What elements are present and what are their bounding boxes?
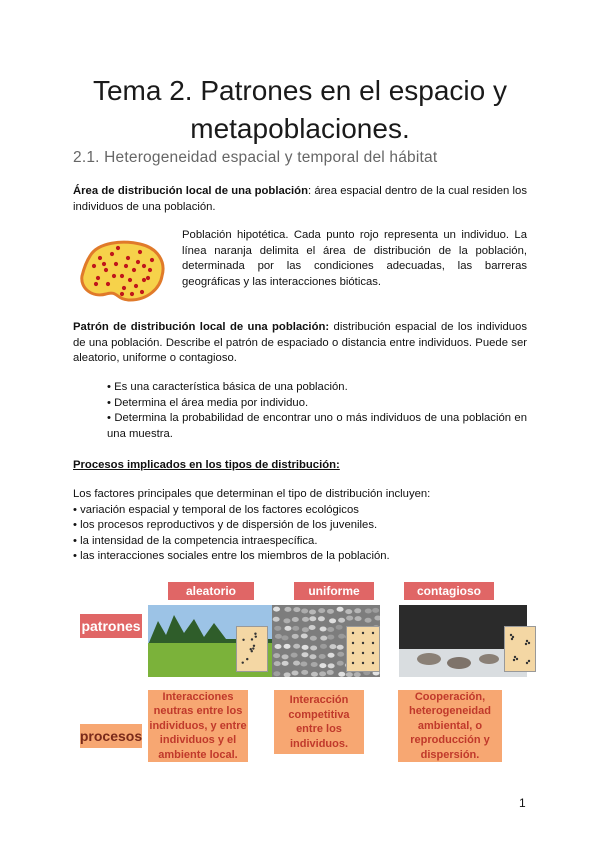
individual-dot — [136, 260, 140, 264]
pattern-dot — [511, 638, 513, 640]
pebble — [319, 663, 326, 668]
pebble — [283, 618, 290, 623]
pebble — [329, 618, 336, 623]
figure-caption: Población hipotética. Cada punto rojo representa un individuo. La línea naranja delimita el área de distribución de la población, determinada por las condiciones adecuadas, las barreras geográficas y las interacciones bióticas. — [182, 229, 527, 288]
pebble — [311, 662, 318, 667]
individual-dot — [142, 278, 146, 282]
pebble — [274, 626, 281, 631]
pattern-dot — [352, 652, 354, 654]
bullet-item: • Determina la probabilidad de encontrar uno o más individuos de una población en una muestra. — [107, 412, 527, 440]
pebble — [293, 607, 300, 612]
bullet-item: • Determina el área media por individuo. — [107, 396, 309, 409]
pebble — [291, 653, 298, 658]
pebble — [292, 671, 299, 676]
pebble — [327, 635, 334, 640]
pebble — [282, 635, 289, 640]
pattern-dot — [362, 652, 364, 654]
pebble — [282, 661, 289, 666]
factor-item: • variación espacial y temporal de los factores ecológicos — [73, 503, 359, 516]
pebble — [346, 616, 353, 621]
pebble — [338, 672, 345, 677]
individual-dot — [126, 256, 130, 260]
pebble — [365, 608, 372, 613]
pattern-aleatorio-square — [236, 626, 268, 672]
pebble — [318, 608, 325, 613]
population-figure — [78, 236, 168, 306]
pebble — [302, 645, 309, 650]
pattern-dot — [250, 648, 252, 650]
def-area-text: : área espacial dentro de la cual residen los individuos de una población. — [73, 185, 527, 213]
pattern-dot — [352, 662, 354, 664]
pebble — [301, 634, 308, 639]
pebble — [374, 616, 380, 621]
pebble — [327, 670, 334, 675]
pebble — [319, 671, 326, 676]
pebble — [300, 662, 307, 667]
row-label-procesos: procesos — [80, 724, 142, 748]
procesos-heading: Procesos implicados en los tipos de distribución: — [73, 459, 340, 471]
pattern-dot — [251, 638, 253, 640]
pebble — [310, 636, 317, 641]
distribution-diagram — [76, 578, 536, 768]
pattern-dot — [526, 640, 528, 642]
pebble — [329, 644, 336, 649]
individual-dot — [116, 246, 120, 250]
pebble — [292, 626, 299, 631]
pebble — [320, 644, 327, 649]
individual-dot — [124, 264, 128, 268]
pattern-dot — [372, 642, 374, 644]
pattern-dot — [525, 643, 527, 645]
pattern-dot — [514, 656, 516, 658]
pebble — [309, 616, 316, 621]
pebble — [292, 617, 299, 622]
pattern-dot — [516, 658, 518, 660]
pebble — [318, 616, 325, 621]
factors-list — [73, 487, 533, 565]
pebble — [273, 671, 280, 676]
pebble — [292, 634, 299, 639]
pattern-dot — [372, 652, 374, 654]
pebble — [355, 616, 362, 621]
individual-dot — [96, 276, 100, 280]
def-area-term: Área de distribución local de una población — [73, 185, 308, 197]
pebble — [337, 661, 344, 666]
pattern-dot — [513, 659, 515, 661]
pebble — [338, 634, 345, 639]
page-number: 1 — [519, 796, 526, 810]
pebble — [284, 626, 291, 631]
pattern-contagioso-square — [504, 626, 536, 672]
def-area-paragraph — [73, 184, 527, 215]
label-contagioso: contagioso — [404, 582, 494, 600]
pebble — [319, 654, 326, 659]
def-patron-term: Patrón de distribución local de una población: — [73, 321, 330, 333]
label-aleatorio: aleatorio — [168, 582, 254, 600]
individual-dot — [142, 264, 146, 268]
pebble — [309, 625, 316, 630]
pebble — [337, 652, 344, 657]
pebble — [273, 617, 280, 622]
individual-dot — [138, 250, 142, 254]
pebble — [327, 627, 334, 632]
pattern-dot — [372, 662, 374, 664]
pebble — [365, 618, 372, 623]
label-uniforme: uniforme — [294, 582, 374, 600]
pattern-dot — [252, 647, 254, 649]
individual-dot — [146, 276, 150, 280]
pebble — [310, 645, 317, 650]
bullet-item: • Es una característica básica de una población. — [107, 381, 348, 393]
individual-dot — [140, 290, 144, 294]
individual-dot — [122, 286, 126, 290]
bullet-list — [107, 380, 527, 442]
individual-dot — [132, 268, 136, 272]
process-contagioso: Cooperación, heterogeneidad ambiental, o reproducción y dispersión. — [398, 690, 502, 762]
pebble — [320, 626, 327, 631]
pebble — [337, 645, 344, 650]
pebble — [337, 607, 344, 612]
individual-dot — [150, 258, 154, 262]
pebble — [293, 661, 300, 666]
factor-item: • los procesos reproductivos y de dispersión de los juveniles. — [73, 519, 378, 531]
pebble — [284, 607, 291, 612]
pebble — [284, 644, 291, 649]
factor-item: • las interacciones sociales entre los miembros de la población. — [73, 550, 390, 562]
pebble — [309, 609, 316, 614]
individual-dot — [148, 268, 152, 272]
pattern-dot — [372, 632, 374, 634]
pebble — [338, 618, 345, 623]
page-title: Tema 2. Patrones en el espacio y metapoblaciones. — [92, 75, 507, 144]
individual-dot — [134, 284, 138, 288]
individual-dot — [94, 282, 98, 286]
process-aleatorio: Interacciones neutras entre los individuos, y entre individuos y el ambiente local. — [149, 690, 247, 761]
section-subtitle: 2.1. Heterogeneidad espacial y temporal del hábitat — [73, 149, 438, 166]
pebble — [309, 654, 316, 659]
pebble — [345, 609, 352, 614]
pattern-dot — [526, 662, 528, 664]
process-uniforme: Interacción competitiva entre los individuos. — [274, 690, 364, 754]
row-label-patrones: patrones — [80, 614, 142, 638]
pebble — [311, 672, 318, 677]
individual-dot — [120, 292, 124, 296]
individual-dot — [128, 278, 132, 282]
pattern-dot — [528, 642, 530, 644]
pattern-dot — [362, 632, 364, 634]
pebble — [354, 608, 361, 613]
pebble — [301, 609, 308, 614]
individual-dot — [112, 274, 116, 278]
pattern-dot — [362, 642, 364, 644]
pattern-dot — [352, 642, 354, 644]
pebble — [302, 617, 309, 622]
pebble — [302, 627, 309, 632]
pattern-dot — [352, 632, 354, 634]
pebble — [336, 625, 343, 630]
individual-dot — [120, 274, 124, 278]
def-patron-paragraph — [73, 320, 527, 367]
individual-dot — [102, 262, 106, 266]
pattern-uniforme-square — [346, 626, 380, 672]
factors-intro: Los factores principales que determinan el tipo de distribución incluyen: — [73, 488, 431, 500]
individual-dot — [110, 252, 114, 256]
pebble — [372, 608, 379, 613]
pebble — [274, 661, 281, 666]
pattern-dot — [246, 658, 248, 660]
pebble — [273, 607, 280, 612]
pebble — [275, 634, 282, 639]
individual-dot — [130, 292, 134, 296]
pebble — [274, 644, 281, 649]
pebble — [301, 670, 308, 675]
pebble — [273, 653, 280, 658]
individual-dot — [98, 256, 102, 260]
pebble — [284, 672, 291, 677]
pebble — [320, 636, 327, 641]
pattern-dot — [254, 633, 256, 635]
pattern-dot — [253, 645, 255, 647]
individual-dot — [92, 264, 96, 268]
individual-dot — [104, 268, 108, 272]
pebble — [327, 609, 334, 614]
pattern-dot — [528, 660, 530, 662]
def-patron-text: distribución espacial de los individuos de una población. Describe el patrón de espaciado o distancia entre individuos. Puede ser aleatorio, uniforme o contagioso. — [73, 321, 527, 364]
pattern-dot — [362, 662, 364, 664]
pebble — [293, 644, 300, 649]
pebble — [301, 652, 308, 657]
pattern-dot — [255, 635, 257, 637]
individual-dot — [114, 262, 118, 266]
pebble — [328, 653, 335, 658]
pattern-dot — [242, 661, 244, 663]
individual-dot — [106, 282, 110, 286]
pebble — [282, 654, 289, 659]
pebble — [328, 663, 335, 668]
factor-item: • la intensidad de la competencia intraespecífica. — [73, 534, 318, 547]
pattern-dot — [242, 639, 244, 641]
pattern-dot — [510, 634, 512, 636]
